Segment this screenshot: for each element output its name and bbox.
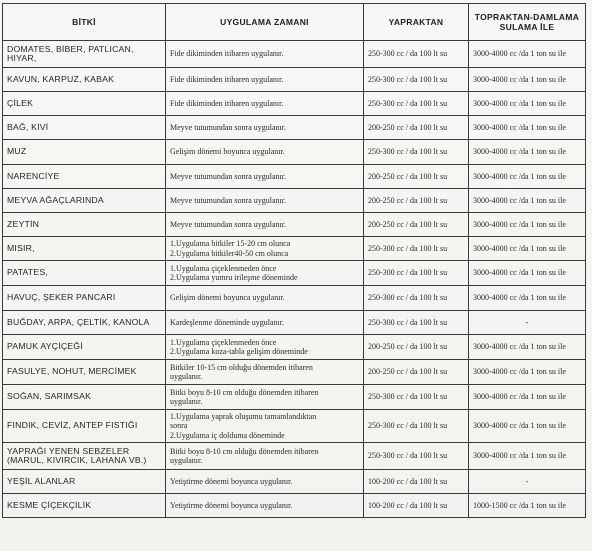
application-time-cell xyxy=(166,140,364,165)
application-time-line: 2.Uygulama iç dolduma döneminde xyxy=(170,430,285,440)
application-time-cell xyxy=(166,116,364,140)
application-time-line: Gelişim dönemi boyunca uygulanır. xyxy=(170,147,285,157)
soil-dose-cell: 3000-4000 cc /da 1 ton su ile xyxy=(469,237,586,261)
table-row xyxy=(3,286,586,311)
application-time-line: 1.Uygulama çiçeklenmeden önce xyxy=(170,263,277,273)
crop-cell: NARENCİYE xyxy=(3,165,166,189)
crop-cell: BUĞDAY, ARPA, ÇELTİK, KANOLA xyxy=(3,311,166,335)
application-time-cell xyxy=(166,385,364,410)
table-row xyxy=(3,494,586,518)
header-application-time: UYGULAMA ZAMANI xyxy=(166,4,364,41)
table-row xyxy=(3,443,586,470)
foliar-dose-cell: 250-300 cc / da 100 lt su xyxy=(364,286,469,311)
table-row xyxy=(3,140,586,165)
foliar-dose-cell: 250-300 cc / da 100 lt su xyxy=(364,92,469,116)
application-time-line: Gelişim dönemi boyunca uygulanır. xyxy=(170,293,285,303)
crop-cell: PAMUK AYÇİÇEĞİ xyxy=(3,335,166,360)
application-time-cell xyxy=(166,165,364,189)
application-time-line: Fide dikiminden itibaren uygulanır. xyxy=(170,98,284,108)
foliar-dose-cell: 100-200 cc / da 100 lt su xyxy=(364,470,469,494)
soil-dose-cell: 3000-4000 cc /da 1 ton su ile xyxy=(469,213,586,237)
soil-dose-cell: 3000-4000 cc /da 1 ton su ile xyxy=(469,286,586,311)
application-time-cell xyxy=(166,443,364,470)
foliar-dose-cell: 200-250 cc / da 100 lt su xyxy=(364,335,469,360)
foliar-dose-cell: 250-300 cc / da 100 lt su xyxy=(364,385,469,410)
soil-dose-cell: - xyxy=(469,311,586,335)
soil-dose-cell: 3000-4000 cc /da 1 ton su ile xyxy=(469,335,586,360)
application-time-cell xyxy=(166,335,364,360)
application-time-line: 2.Uygulama yumru irileşme döneminde xyxy=(170,273,298,282)
table-row xyxy=(3,116,586,140)
application-time-line: uygulanır. xyxy=(170,372,203,381)
application-time-line: Meyve tutumundan sonra uygulanır. xyxy=(170,195,286,205)
soil-dose-cell: 3000-4000 cc /da 1 ton su ile xyxy=(469,165,586,189)
crop-cell: PATATES, xyxy=(3,261,166,286)
crop-cell: BAĞ, KİVİ xyxy=(3,116,166,140)
application-time-cell xyxy=(166,286,364,311)
crop-cell: KAVUN, KARPUZ, KABAK xyxy=(3,68,166,92)
soil-dose-cell: 3000-4000 cc /da 1 ton su ile xyxy=(469,261,586,286)
crop-cell: FINDIK, CEVİZ, ANTEP FISTIĞI xyxy=(3,410,166,443)
crop-cell: FASULYE, NOHUT, MERCİMEK xyxy=(3,360,166,385)
table-row xyxy=(3,335,586,360)
header-foliar: YAPRAKTAN xyxy=(364,4,469,41)
application-time-line: Yetiştirme dönemi boyunca uygulanır. xyxy=(170,476,293,486)
foliar-dose-cell: 200-250 cc / da 100 lt su xyxy=(364,213,469,237)
application-time-line: Bitkiler 10-15 cm olduğu dönemden itibaren xyxy=(170,362,313,372)
application-time-cell xyxy=(166,237,364,261)
foliar-dose-cell: 250-300 cc / da 100 lt su xyxy=(364,68,469,92)
application-table xyxy=(2,3,586,518)
crop-cell: MISIR, xyxy=(3,237,166,261)
header-crop: BİTKİ xyxy=(3,4,166,41)
foliar-dose-cell: 250-300 cc / da 100 lt su xyxy=(364,410,469,443)
application-time-line: 2.Uygulama bitkiler40-50 cm olunca xyxy=(170,248,289,258)
foliar-dose-cell: 200-250 cc / da 100 lt su xyxy=(364,189,469,213)
soil-dose-cell: - xyxy=(469,470,586,494)
foliar-dose-cell: 250-300 cc / da 100 lt su xyxy=(364,261,469,286)
soil-dose-cell: 3000-4000 cc /da 1 ton su ile xyxy=(469,385,586,410)
soil-dose-cell: 3000-4000 cc /da 1 ton su ile xyxy=(469,189,586,213)
crop-cell: SOĞAN, SARIMSAK xyxy=(3,385,166,410)
application-time-line: Bitki boyu 8-10 cm olduğu dönemden itibaren xyxy=(170,446,319,456)
application-time-line: 1.Uygulama bitkiler 15-20 cm olunca xyxy=(170,239,291,248)
application-time-cell xyxy=(166,494,364,518)
crop-cell: MUZ xyxy=(3,140,166,165)
crop-cell: ZEYTİN xyxy=(3,213,166,237)
crop-cell: HAVUÇ, ŞEKER PANCARI xyxy=(3,286,166,311)
foliar-dose-cell: 200-250 cc / da 100 lt su xyxy=(364,165,469,189)
table-row xyxy=(3,165,586,189)
application-time-cell xyxy=(166,360,364,385)
table-row xyxy=(3,189,586,213)
table-row xyxy=(3,410,586,443)
soil-dose-cell: 1000-1500 cc /da 1 ton su ile xyxy=(469,494,586,518)
application-time-cell xyxy=(166,41,364,68)
foliar-dose-cell: 250-300 cc / da 100 lt su xyxy=(364,140,469,165)
application-time-line: Meyve tutumundan sonra uygulanır. xyxy=(170,171,286,181)
table-row xyxy=(3,385,586,410)
table-row xyxy=(3,213,586,237)
header-soil-drip: TOPRAKTAN-DAMLAMA SULAMA İLE xyxy=(469,4,586,41)
application-time-cell xyxy=(166,213,364,237)
foliar-dose-cell: 250-300 cc / da 100 lt su xyxy=(364,237,469,261)
table-row xyxy=(3,311,586,335)
application-time-line: sonra xyxy=(170,421,188,431)
application-time-cell xyxy=(166,311,364,335)
crop-cell: YAPRAĞI YENEN SEBZELER (MARUL, KIVIRCIK, LAHANA VB.) xyxy=(3,443,166,470)
application-time-line: Fide dikiminden itibaren uygulanır. xyxy=(170,49,284,59)
application-time-line: Fide dikiminden itibaren uygulanır. xyxy=(170,74,284,84)
table-row xyxy=(3,470,586,494)
table-row xyxy=(3,41,586,68)
soil-dose-cell: 3000-4000 cc /da 1 ton su ile xyxy=(469,92,586,116)
application-time-line: Meyve tutumundan sonra uygulanır. xyxy=(170,219,286,229)
application-time-cell xyxy=(166,470,364,494)
crop-cell: ÇİLEK xyxy=(3,92,166,116)
application-time-line: 1.Uygulama çiçeklenmeden önce xyxy=(170,337,277,347)
application-time-line: Kardeşlenme döneminde uygulanır. xyxy=(170,317,284,327)
crop-cell: KESME ÇİÇEKÇİLİK xyxy=(3,494,166,518)
application-time-cell xyxy=(166,410,364,443)
crop-cell: YEŞİL ALANLAR xyxy=(3,470,166,494)
foliar-dose-cell: 250-300 cc / da 100 lt su xyxy=(364,443,469,470)
table-row xyxy=(3,92,586,116)
foliar-dose-cell: 200-250 cc / da 100 lt su xyxy=(364,360,469,385)
crop-cell: MEYVA AĞAÇLARINDA xyxy=(3,189,166,213)
foliar-dose-cell: 100-200 cc / da 100 lt su xyxy=(364,494,469,518)
soil-dose-cell: 3000-4000 cc /da 1 ton su ile xyxy=(469,140,586,165)
table-header xyxy=(3,4,586,41)
application-time-line: Bitki boyu 8-10 cm olduğu dönemden itibaren xyxy=(170,387,319,397)
soil-dose-cell: 3000-4000 cc /da 1 ton su ile xyxy=(469,360,586,385)
soil-dose-cell: 3000-4000 cc /da 1 ton su ile xyxy=(469,68,586,92)
soil-dose-cell: 3000-4000 cc /da 1 ton su ile xyxy=(469,116,586,140)
application-time-line: uygulanır. xyxy=(170,456,203,465)
foliar-dose-cell: 200-250 cc / da 100 lt su xyxy=(364,116,469,140)
foliar-dose-cell: 250-300 cc / da 100 lt su xyxy=(364,41,469,68)
application-time-cell xyxy=(166,68,364,92)
application-time-line: uygulanır. xyxy=(170,397,203,406)
soil-dose-cell: 3000-4000 cc /da 1 ton su ile xyxy=(469,410,586,443)
crop-cell: DOMATES, BİBER, PATLICAN, HIYAR, xyxy=(3,41,166,68)
application-time-line: Meyve tutumundan sonra uygulanır. xyxy=(170,122,286,132)
application-time-line: Yetiştirme dönemi boyunca uygulanır. xyxy=(170,500,293,510)
table-row xyxy=(3,237,586,261)
application-time-line: 1.Uygulama yaprak oluşumu tamamlandıktan xyxy=(170,411,317,421)
application-time-cell xyxy=(166,261,364,286)
soil-dose-cell: 3000-4000 cc /da 1 ton su ile xyxy=(469,443,586,470)
application-time-cell xyxy=(166,92,364,116)
table-body xyxy=(3,41,586,518)
table-row xyxy=(3,68,586,92)
application-time-line: 2.Uygulama koza-tabla gelişim döneminde xyxy=(170,347,308,356)
foliar-dose-cell: 250-300 cc / da 100 lt su xyxy=(364,311,469,335)
soil-dose-cell: 3000-4000 cc /da 1 ton su ile xyxy=(469,41,586,68)
table-row xyxy=(3,360,586,385)
application-time-cell xyxy=(166,189,364,213)
table-row xyxy=(3,261,586,286)
